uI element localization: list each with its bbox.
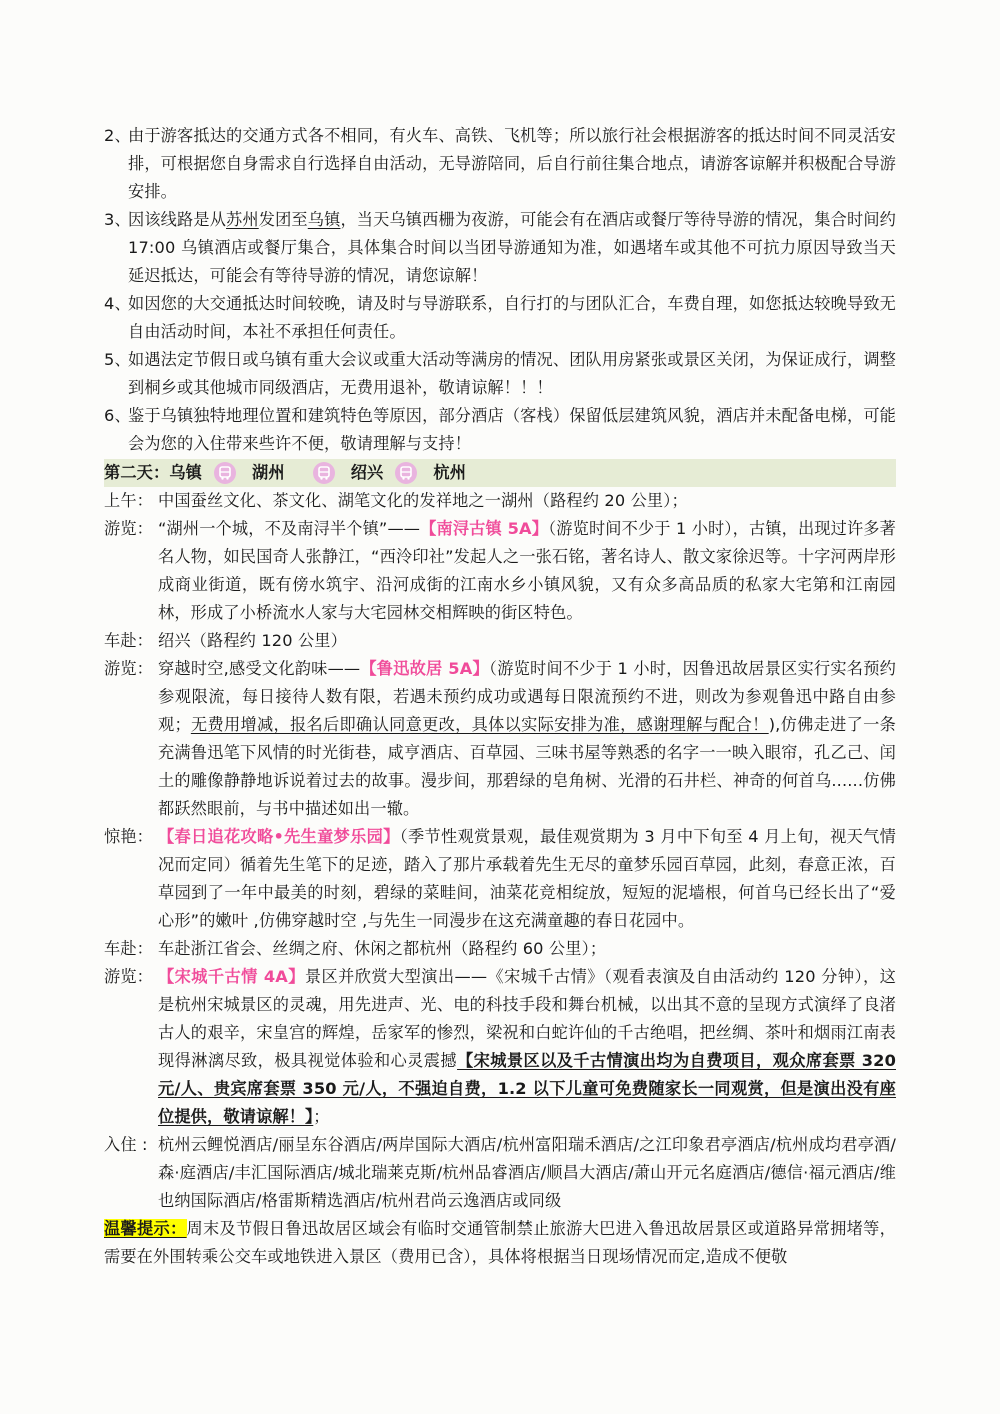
item-text-pre: 穿越时空,感受文化韵味—— xyxy=(158,659,361,678)
self-pay-notice: 【宋城景区以及千古情演出均为自费项目，观众席套票 320 元/人、贵宾席套票 350 元/人，不强迫自费，1.2 以下儿童可免费随家长一同观赏，但是演出没有座位提供，敬请谅解！】 xyxy=(158,1051,896,1126)
itinerary-item xyxy=(104,627,896,655)
item-text-post: ),仿佛走进了一条充满鲁迅笔下风情的时光街巷，咸亨酒店、百草园、三味书屋等熟悉的名字一一映入眼帘，孔乙己、闰土的雕像静静地诉说着过去的故事。漫步间，那碧绿的皂角树、光滑的石井栏、神奇的何首乌......仿佛都跃然眼前，与书中描述如出一辙。 xyxy=(158,715,896,818)
note-item xyxy=(104,402,896,458)
destination-town: 乌镇 xyxy=(307,210,341,229)
tip-label: 温馨提示： xyxy=(104,1219,187,1238)
day-stop: 湖州 xyxy=(252,463,285,482)
attraction-highlight: 【春日追花攻略•先生童梦乐园】 xyxy=(158,827,400,846)
item-label: 车赴： xyxy=(104,631,154,650)
item-text: 中国蚕丝文化、茶文化、湖笔文化的发祥地之一湖州（路程约 20 公里）； xyxy=(158,491,688,510)
note-number: 4、 xyxy=(104,294,131,313)
itinerary-item xyxy=(104,823,896,935)
item-text-pre: “湖州一个城，不及南浔半个镇”—— xyxy=(158,519,421,538)
day-stop: 杭州 xyxy=(433,463,467,482)
itinerary-item xyxy=(104,1131,896,1215)
warm-tip xyxy=(104,1215,896,1271)
item-label: 游览： xyxy=(104,659,154,678)
itinerary-item xyxy=(104,935,896,963)
day-stop: 绍兴 xyxy=(350,463,384,482)
bus-icon xyxy=(313,462,335,484)
attraction-highlight: 【鲁迅故居 5A】 xyxy=(360,659,489,678)
note-text: 由于游客抵达的交通方式各不相同，有火车、高铁、飞机等；所以旅行社会根据游客的抵达时间不同灵活安排，可根据您自身需求自行选择自由活动，无导游陪同，后自行前往集合地点，请游客谅解并积极配合导游安排。 xyxy=(128,126,896,201)
item-text: （游览时间不少于 1 小时），古镇，出现过许多著名人物，如民国奇人张静江，“西泠印社”发起人之一张石铭，著名诗人、散文家徐迟等。十字河两岸形成商业街道，既有傍水筑宇、沿河成街的江南水乡小镇风貌，又有众多高品质的私家大宅第和江南园林，形成了小桥流水人家与大宅园林交相辉映的街区特色。 xyxy=(158,519,896,622)
note-number: 2、 xyxy=(104,126,131,145)
attraction-highlight: 【南浔古镇 5A】 xyxy=(420,519,549,538)
attraction-highlight: 【宋城千古情 4A】 xyxy=(158,967,305,986)
note-text: 鉴于乌镇独特地理位置和建筑特色等原因，部分酒店（客栈）保留低层建筑风貌，酒店并未配备电梯，可能会为您的入住带来些许不便，敬请理解与支持！ xyxy=(128,406,896,453)
item-label: 入住 : xyxy=(104,1135,148,1154)
note-item xyxy=(104,346,896,402)
note-text-pre: 因该线路是从 xyxy=(128,210,227,229)
item-label: 惊艳： xyxy=(104,827,154,846)
bus-icon xyxy=(214,462,236,484)
note-number: 3、 xyxy=(104,210,131,229)
item-text-post: ； xyxy=(313,1107,330,1126)
item-label: 游览： xyxy=(104,967,154,986)
tip-text: 周末及节假日鲁迅故居区域会有临时交通管制禁止旅游大巴进入鲁迅故居景区或道路异常拥堵等，需要在外围转乘公交车或地铁进入景区（费用已含），具体将根据当日现场情况而定,造成不便敬 xyxy=(104,1219,897,1266)
note-item xyxy=(104,122,896,206)
itinerary-item xyxy=(104,963,896,1131)
itinerary-item xyxy=(104,487,896,515)
note-text: 如因您的大交通抵达时间较晚，请及时与导游联系，自行打的与团队汇合，车费自理，如您抵达较晚导致无自由活动时间，本社不承担任何责任。 xyxy=(128,294,896,341)
note-item xyxy=(104,206,896,290)
hotel-list: 杭州云鲤悦酒店/丽呈东谷酒店/两岸国际大酒店/杭州富阳瑞禾酒店/之江印象君亭酒店/杭州成均君亭酒/森·庭酒店/丰汇国际酒店/城北瑞莱克斯/杭州品睿酒店/顺昌大酒店/萧山开元名庭酒店/德信·福元酒店/维也纳国际酒店/格雷斯精选酒店/杭州君尚云逸酒店或同级 xyxy=(158,1135,896,1210)
bus-icon xyxy=(395,462,417,484)
note-number: 6、 xyxy=(104,406,131,425)
itinerary-item xyxy=(104,655,896,823)
note-item xyxy=(104,290,896,346)
day-header-bar xyxy=(104,459,896,487)
item-text: 绍兴（路程约 120 公里） xyxy=(158,631,347,650)
item-label: 车赴： xyxy=(104,939,154,958)
note-text: ，当天乌镇西栅为夜游，可能会有在酒店或餐厅等待导游的情况，集合时间约 17:00 乌镇酒店或餐厅集合，具体集合时间以当团导游通知为准，如遇堵车或其他不可抗力原因导致当天延迟抵达，可能会有等待导游的情况，请您谅解！ xyxy=(128,210,896,285)
item-text: 车赴浙江省会、丝绸之府、休闲之都杭州（路程约 60 公里）； xyxy=(158,939,607,958)
item-underlined-note: 无费用增减，报名后即确认同意更改，具体以实际安排为准，感谢理解与配合！ xyxy=(190,715,769,734)
origin-city: 苏州 xyxy=(226,210,259,229)
itinerary-content xyxy=(104,122,896,1271)
note-number: 5、 xyxy=(104,350,131,369)
note-text-mid: 发团至 xyxy=(258,210,308,229)
item-text: 景区并欣赏大型演出——《宋城千古情》（观看表演及自由活动约 120 分钟），这是杭州宋城景区的灵魂，用先进声、光、电的科技手段和舞台机械，以出其不意的呈现方式演绎了良渚古人的艰辛，宋皇宫的辉煌，岳家军的惨烈，梁祝和白蛇许仙的千古绝唱，把丝绸、茶叶和烟雨江南表现得淋漓尽致，极具视觉体验和心灵震撼 xyxy=(158,967,896,1070)
item-label: 上午： xyxy=(104,491,154,510)
day-title: 第二天：乌镇 xyxy=(104,463,203,482)
item-text: （游览时间不少于 1 小时，因鲁迅故居景区实行实名预约参观限流，每日接待人数有限，若遇未预约成功或遇每日限流预约不进，则改为参观鲁迅中路自由参观； xyxy=(158,659,896,734)
note-text: 如遇法定节假日或乌镇有重大会议或重大活动等满房的情况、团队用房紧张或景区关闭，为保证成行，调整到桐乡或其他城市同级酒店，无费用退补，敬请谅解！！！ xyxy=(128,350,896,397)
item-label: 游览： xyxy=(104,519,154,538)
itinerary-item xyxy=(104,515,896,627)
item-text: （季节性观赏景观，最佳观赏期为 3 月中下旬至 4 月上旬，视天气情况而定同）循着先生笔下的足迹，踏入了那片承载着先生无尽的童梦乐园百草园，此刻，春意正浓，百草园到了一年中最美的时刻，碧绿的菜畦间，油菜花竞相绽放，短短的泥墙根，何首乌已经长出了“爱心形”的嫩叶 ,仿佛穿越时空 ,与先生一同漫步在这充满童趣的春日花园中。 xyxy=(158,827,896,930)
